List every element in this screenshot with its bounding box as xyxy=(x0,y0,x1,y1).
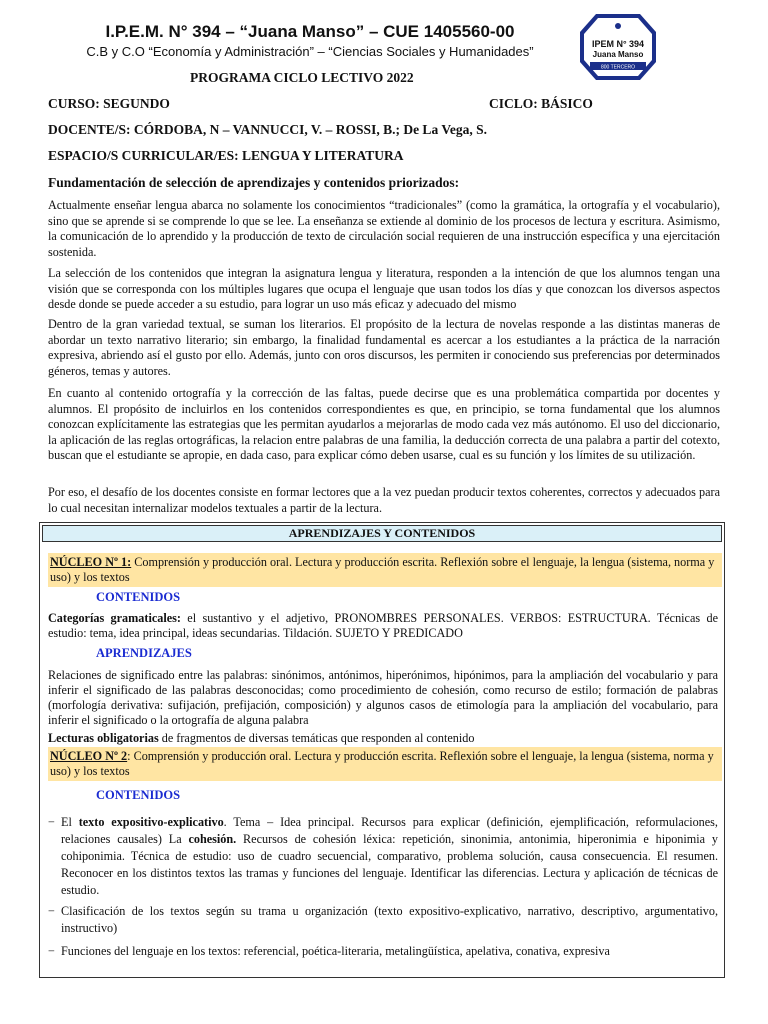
bullet-dash: − xyxy=(48,815,55,829)
categorias-label: Categorías gramaticales: xyxy=(48,611,181,625)
fundamentacion-p3: Dentro de la gran variedad textual, se suman los literarios. El propósito de la lectura de novelas responde a las distintas maneras de abordar un texto narrativo literario; sin embargo, la finalidad fundamental es acercar a los estudiantes a la práctica de la narración expresiva, abriendo así el gusto por ello. Además, junto con oros discursos, les permiten ir conociendo sus preferencias por determinados géneros, temas y autores. xyxy=(48,317,720,378)
bullet-dash: − xyxy=(48,944,55,958)
program-title: PROGRAMA CICLO LECTIVO 2022 xyxy=(190,70,414,85)
fundamentacion-p1: Actualmente enseñar lengua abarca no solamente los conocimientos “tradicionales” (como la gramática, la ortografía y el vocabulario), sino que se aprende si se comprende lo que se lee. La enseñanza se extiende al dominio de los procesos de lectura y escritura. Asimismo, la comunicación de lo aprendido y la producción de texto de circulación social requieren de una instrucción específica y una ejercitación sostenida. xyxy=(48,198,720,259)
contenidos-heading-2: CONTENIDOS xyxy=(96,788,181,802)
aprendizajes-heading-1: APRENDIZAJES xyxy=(96,646,192,660)
aprendizajes-text: Relaciones de significado entre las palabras: sinónimos, antónimos, hiperónimos, hipónimos, para la ampliación del vocabulario y para inferir el significado de las palabras desconocidas; como procedimiento de cohesión, como recurso de estilo; formación de palabras (morfología derivativa: sufijación, prefijación, composición) y algunos casos de etimología para la ampliación del vocabulario, para inferir el significado o la ortografía de alguna palabra xyxy=(48,668,718,727)
nucleo-1 xyxy=(48,553,722,587)
nucleo-2-label: NÚCLEO Nº 2 xyxy=(50,749,128,763)
school-logo xyxy=(578,12,658,82)
lecturas-obligatorias xyxy=(48,731,718,746)
logo-text-2: Juana Manso xyxy=(592,50,644,59)
lecturas-label: Lecturas obligatorias xyxy=(48,731,159,745)
list-item: − Clasificación de los textos según su trama u organización (texto expositivo-explicativo, narrativo, descriptivo, argumentativo, instructivo) xyxy=(48,904,718,935)
moon-icon xyxy=(615,23,621,29)
texto-expositivo-label: texto expositivo-explicativo xyxy=(78,815,224,829)
fundamentacion-title: Fundamentación de selección de aprendizajes y contenidos priorizados: xyxy=(48,175,460,190)
docentes: DOCENTE/S: CÓRDOBA, N – VANNUCCI, V. – ROSSI, B.; De La Vega, S. xyxy=(48,122,487,137)
fundamentacion-p2: La selección de los contenidos que integran la asignatura lengua y literatura, responden a la intención de que los alumnos tengan una visión que se corresponda con los múltiples lugares que ocupa el lenguaje que usan todos los días y que conozcan los diversos aspectos desde donde se puede acceder a su estudio, para lograr un uso más eficaz y adecuado del mismo xyxy=(48,266,720,311)
bullet-dash: − xyxy=(48,904,55,918)
list-item: − Funciones del lenguaje en los textos: referencial, poética-literaria, metalingüística, apelativa, conativa, expresiva xyxy=(48,944,610,958)
nucleo-2 xyxy=(48,747,722,781)
school-subtitle: C.B y C.O “Economía y Administración” – “Ciencias Sociales y Humanidades” xyxy=(86,44,534,59)
categorias-gramaticales xyxy=(48,611,718,641)
ciclo: CICLO: BÁSICO xyxy=(489,96,593,111)
logo-text-3: 800 TERCERO xyxy=(600,64,636,71)
aprendizajes-heading: APRENDIZAJES Y CONTENIDOS xyxy=(42,525,722,542)
cohesion-label: cohesión. xyxy=(188,832,237,846)
lecturas-text: de fragmentos de diversas temáticas que responden al contenido xyxy=(158,731,475,745)
school-title: I.P.E.M. N° 394 – “Juana Manso” – CUE 1405560-00 xyxy=(105,22,515,41)
categorias-text: el sustantivo y el adjetivo, PRONOMBRES PERSONALES. VERBOS: ESTRUCTURA. Técnicas de estudio: tema, idea principal, ideas secundarias. Tildación. SUJETO Y PREDICADO xyxy=(48,611,718,640)
fundamentacion-p5: Por eso, el desafío de los docentes consiste en formar lectores que a la vez puedan producir textos coherentes, correctos y adecuados para lo cual necesitan internalizar modelos textuales a partir de la lectura. xyxy=(48,485,720,515)
espacio-curricular: ESPACIO/S CURRICULAR/ES: LENGUA Y LITERATURA xyxy=(48,148,404,163)
logo-text-1: IPEM N° 394 xyxy=(591,39,645,49)
nucleo-1-label: NÚCLEO Nº 1: xyxy=(50,555,132,569)
curso: CURSO: SEGUNDO xyxy=(48,96,170,111)
nucleo-2-text: : Comprensión y producción oral. Lectura y producción escrita. Reflexión sobre el lenguaje, la lengua (sistema, norma y uso) y los textos xyxy=(50,749,714,778)
nucleo-1-text: Comprensión y producción oral. Lectura y producción escrita. Reflexión sobre el lenguaje, la lengua (sistema, norma y uso) y los textos xyxy=(50,555,715,584)
fundamentacion-p4: En cuanto al contenido ortografía y la corrección de las faltas, puede decirse que es una problemática compartida por docentes y alumnos. El propósito de incluirlos en los contenidos correspondientes es que, en principio, se torna fundamental que los alumnos conozcan explícitamente las estrategias que les permitan ayudarlos a mejorarlas de modo cada vez más autónomo. El uso del diccionario, la aplicación de las reglas ortográficas, la relacion entre palabras de una familia, la deducción correcta de una palabra a partir del cotexto, buscan que el estudiante se apropie, en dada caso, para explicar cómo deben usarse, cual es su función y los límites de su utilización. xyxy=(48,386,720,462)
aprendizajes-box xyxy=(39,522,725,978)
list-item: − El texto expositivo-explicativo. Tema – Idea principal. Recursos para explicar (definición, ejemplificación, reformulaciones, relaciones causales) La cohesión. Recursos de cohesión léxica: repetición, sinonimia, antonimia, hiperonimia e hiponimia y cohiponimia. Técnica de estudio: uso de cuadro secuencial, comparativo, problema solución, causa consecuencia. El resumen. Reconocer en los distintos textos las tramas y funciones del lenguaje. Identificar las diferencias. Lectura y aplicación de técnicas de estudio. xyxy=(48,815,718,897)
contenidos-heading-1: CONTENIDOS xyxy=(96,590,181,604)
